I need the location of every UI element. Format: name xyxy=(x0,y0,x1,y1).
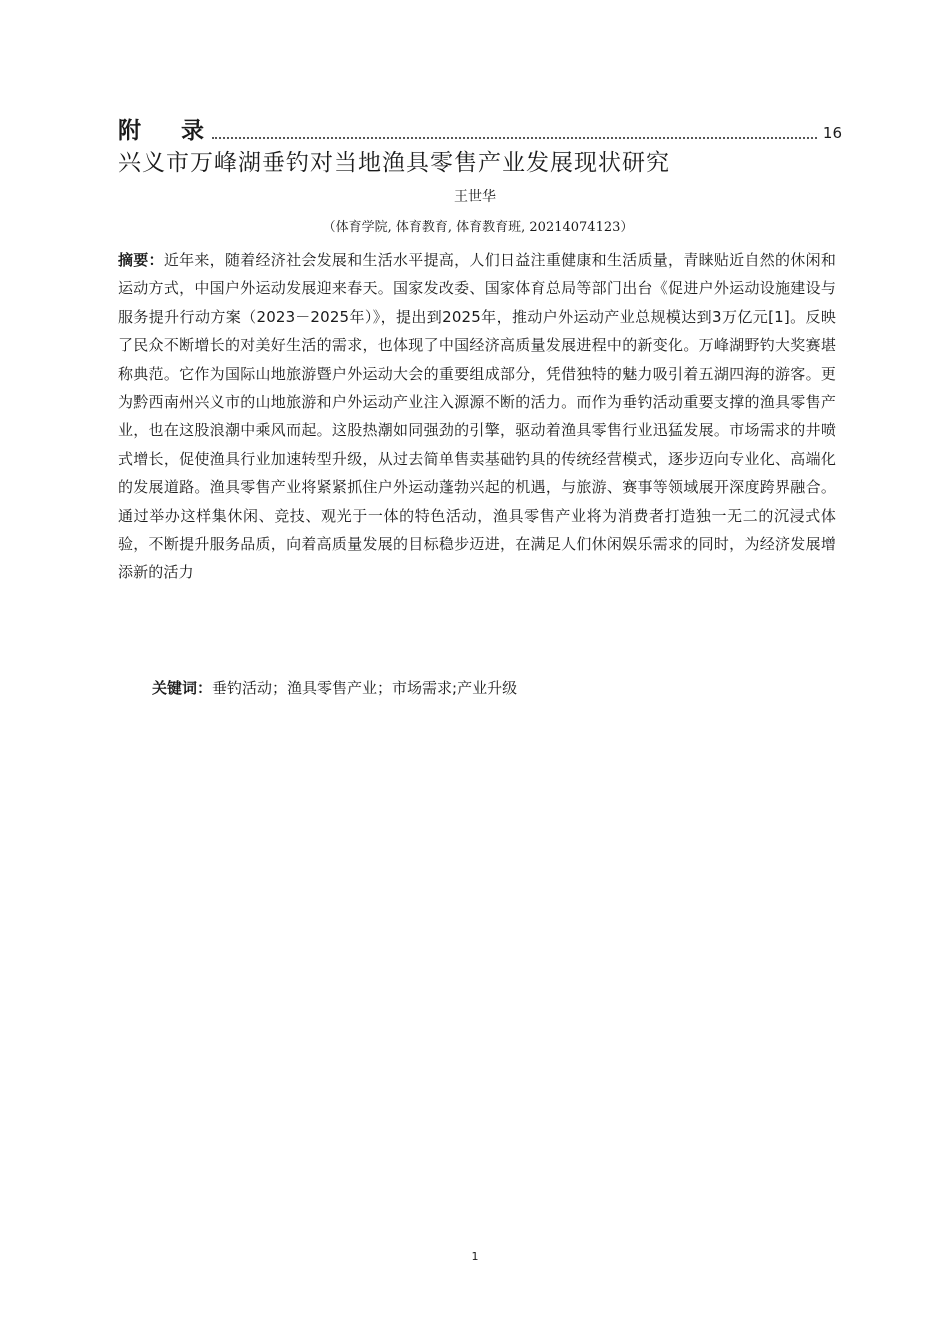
toc-leader-dots xyxy=(212,136,817,139)
keywords-text: 垂钓活动；渔具零售产业；市场需求;产业升级 xyxy=(212,679,518,697)
toc-entry[interactable] xyxy=(118,112,842,148)
keywords-label: 关键词： xyxy=(152,679,213,697)
abstract xyxy=(118,246,836,587)
toc-entry-page: 16 xyxy=(822,124,842,142)
abstract-label: 摘要： xyxy=(118,251,164,269)
author-name: 王世华 xyxy=(454,189,496,205)
page-number: 1 xyxy=(471,1250,479,1263)
paper-title: 兴义市万峰湖垂钓对当地渔具零售产业发展现状研究 xyxy=(118,150,670,176)
author-affiliation: （体育学院, 体育教育, 体育教育班, 20214074123） xyxy=(322,220,634,235)
abstract-text: 近年来，随着经济社会发展和生活水平提高，人们日益注重健康和生活质量，青睐贴近自然的休闲和运动方式，中国户外运动发展迎来春天。国家发改委、国家体育总局等部门出台《促进户外运动设施建设与服务提升行动方案（2023－2025年）》，提出到2025年，推动户外运动产业总规模达到3万亿元[1]。反映了民众不断增长的对美好生活的需求，也体现了中国经济高质量发展进程中的新变化。万峰湖野钓大奖赛堪称典范。它作为国际山地旅游暨户外运动大会的重要组成部分，凭借独特的魅力吸引着五湖四海的游客。更为黔西南州兴义市的山地旅游和户外运动产业注入源源不断的活力。而作为垂钓活动重要支撑的渔具零售产业，也在这股浪潮中乘风而起。这股热潮如同强劲的引擎，驱动着渔具零售行业迅猛发展。市场需求的井喷式增长，促使渔具行业加速转型升级，从过去简单售卖基础钓具的传统经营模式，逐步迈向专业化、高端化的发展道路。渔具零售产业将紧紧抓住户外运动蓬勃兴起的机遇，与旅游、赛事等领域展开深度跨界融合。通过举办这样集休闲、竞技、观光于一体的特色活动，渔具零售产业将为消费者打造独一无二的沉浸式体验，不断提升服务品质，向着高质量发展的目标稳步迈进，在满足人们休闲娱乐需求的同时，为经济发展增添新的活力 xyxy=(118,251,836,582)
keywords xyxy=(152,674,842,702)
toc-entry-title: 附 录 xyxy=(118,118,213,144)
